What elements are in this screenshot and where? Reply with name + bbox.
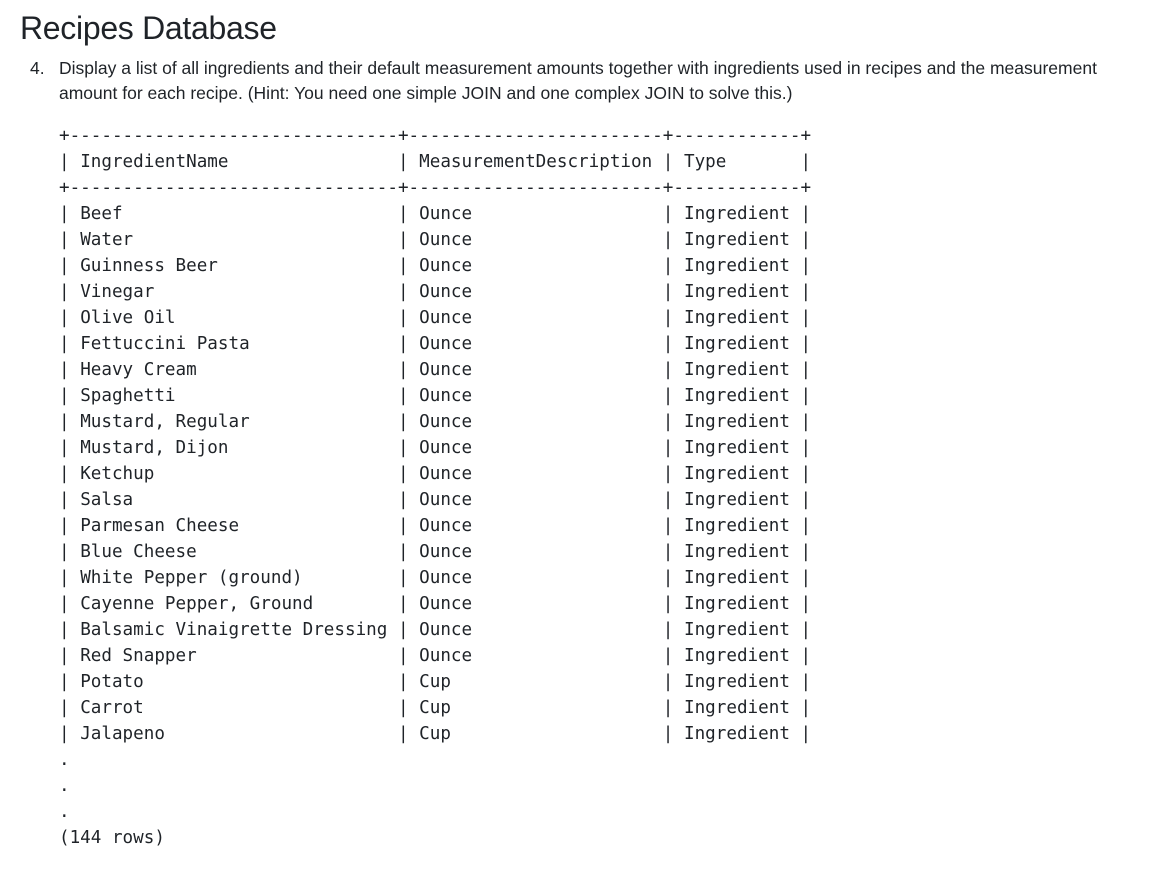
table-cell-1: Ounce: [419, 542, 653, 562]
table-row: | Red Snapper | Ounce | Ingredient |: [59, 646, 812, 666]
ellipsis-dot: .: [59, 750, 70, 770]
table-cell-2: Ingredient: [683, 594, 790, 614]
table-cell-1: Ounce: [419, 516, 653, 536]
table-cell-2: Ingredient: [683, 568, 790, 588]
table-cell-2: Ingredient: [683, 334, 790, 354]
table-cell-2: Ingredient: [683, 646, 790, 666]
table-cell-2: Ingredient: [683, 282, 790, 302]
table-cell-1: Cup: [419, 672, 653, 692]
table-cell-0: Mustard, Regular: [80, 412, 388, 432]
table-cell-1: Cup: [419, 698, 653, 718]
table-cell-0: Parmesan Cheese: [80, 516, 388, 536]
table-cell-0: Beef: [80, 204, 388, 224]
table-cell-1: Ounce: [419, 360, 653, 380]
table-cell-2: Ingredient: [683, 204, 790, 224]
table-cell-0: Carrot: [80, 698, 388, 718]
question-item: [30, 56, 1130, 106]
table-row: | Fettuccini Pasta | Ounce | Ingredient |: [59, 334, 812, 354]
table-row: | Beef | Ounce | Ingredient |: [59, 204, 812, 224]
table-cell-0: Fettuccini Pasta: [80, 334, 388, 354]
table-cell-2: Ingredient: [683, 308, 790, 328]
table-cell-1: Ounce: [419, 386, 653, 406]
table-cell-2: Ingredient: [683, 230, 790, 250]
table-cell-0: Vinegar: [80, 282, 388, 302]
table-row: | Parmesan Cheese | Ounce | Ingredient |: [59, 516, 812, 536]
sql-result-table: [59, 123, 811, 851]
table-row: | Mustard, Regular | Ounce | Ingredient |: [59, 412, 812, 432]
table-cell-1: Cup: [419, 724, 653, 744]
table-cell-1: Ounce: [419, 204, 653, 224]
table-cell-0: Spaghetti: [80, 386, 388, 406]
table-cell-1: Ounce: [419, 490, 653, 510]
table-cell-2: Ingredient: [683, 724, 790, 744]
table-cell-0: Ketchup: [80, 464, 388, 484]
table-cell-2: Ingredient: [683, 672, 790, 692]
table-row: | Guinness Beer | Ounce | Ingredient |: [59, 256, 812, 276]
table-row: | Cayenne Pepper, Ground | Ounce | Ingredient |: [59, 594, 812, 614]
table-row: | Ketchup | Ounce | Ingredient |: [59, 464, 812, 484]
table-cell-2: Ingredient: [683, 490, 790, 510]
ellipsis-dot: .: [59, 776, 70, 796]
table-cell-1: Ounce: [419, 256, 653, 276]
table-cell-2: Ingredient: [683, 464, 790, 484]
table-cell-2: Ingredient: [683, 698, 790, 718]
table-cell-0: Balsamic Vinaigrette Dressing: [80, 620, 388, 640]
table-row: | Water | Ounce | Ingredient |: [59, 230, 812, 250]
table-cell-0: White Pepper (ground): [80, 568, 388, 588]
table-cell-1: Ounce: [419, 282, 653, 302]
column-header-2: Type: [683, 152, 790, 172]
table-row: | Balsamic Vinaigrette Dressing | Ounce | Ingredient |: [59, 620, 812, 640]
table-cell-0: Salsa: [80, 490, 388, 510]
table-cell-1: Ounce: [419, 230, 653, 250]
table-cell-1: Ounce: [419, 438, 653, 458]
ellipsis-dot: .: [59, 802, 70, 822]
table-cell-0: Guinness Beer: [80, 256, 388, 276]
table-cell-0: Cayenne Pepper, Ground: [80, 594, 388, 614]
table-cell-1: Ounce: [419, 334, 653, 354]
table-cell-0: Olive Oil: [80, 308, 388, 328]
table-row: | Mustard, Dijon | Ounce | Ingredient |: [59, 438, 812, 458]
table-row: | Carrot | Cup | Ingredient |: [59, 698, 812, 718]
table-cell-2: Ingredient: [683, 516, 790, 536]
table-row: | Heavy Cream | Ounce | Ingredient |: [59, 360, 812, 380]
table-header-row: | IngredientName | MeasurementDescription | Type |: [59, 152, 812, 172]
table-cell-2: Ingredient: [683, 360, 790, 380]
table-cell-2: Ingredient: [683, 620, 790, 640]
table-cell-2: Ingredient: [683, 256, 790, 276]
table-cell-0: Blue Cheese: [80, 542, 388, 562]
table-cell-1: Ounce: [419, 464, 653, 484]
table-border-top: +-------------------------------+------------------------+------------+: [59, 126, 812, 146]
row-count: (144 rows): [59, 828, 165, 848]
table-row: | Olive Oil | Ounce | Ingredient |: [59, 308, 812, 328]
table-cell-1: Ounce: [419, 412, 653, 432]
table-cell-1: Ounce: [419, 620, 653, 640]
table-row: | Jalapeno | Cup | Ingredient |: [59, 724, 812, 744]
table-header-separator: +-------------------------------+------------------------+------------+: [59, 178, 812, 198]
question-number: 4.: [30, 58, 45, 78]
table-cell-0: Potato: [80, 672, 388, 692]
column-header-1: MeasurementDescription: [419, 152, 653, 172]
table-cell-0: Water: [80, 230, 388, 250]
table-row: | Spaghetti | Ounce | Ingredient |: [59, 386, 812, 406]
table-cell-0: Jalapeno: [80, 724, 388, 744]
table-cell-1: Ounce: [419, 646, 653, 666]
table-cell-2: Ingredient: [683, 438, 790, 458]
table-cell-0: Red Snapper: [80, 646, 388, 666]
table-cell-2: Ingredient: [683, 542, 790, 562]
page-title: Recipes Database: [20, 10, 277, 46]
table-cell-2: Ingredient: [683, 386, 790, 406]
table-cell-2: Ingredient: [683, 412, 790, 432]
column-header-0: IngredientName: [80, 152, 388, 172]
table-cell-1: Ounce: [419, 308, 653, 328]
table-cell-1: Ounce: [419, 594, 653, 614]
question-text: Display a list of all ingredients and their default measurement amounts together with ingredients used in recipes and the measurement amount for each recipe. (Hint: You need one simple JOIN and one complex JOIN to solve this.): [59, 58, 1097, 103]
table-row: | Potato | Cup | Ingredient |: [59, 672, 812, 692]
table-row: | Salsa | Ounce | Ingredient |: [59, 490, 812, 510]
table-row: | Blue Cheese | Ounce | Ingredient |: [59, 542, 812, 562]
table-cell-1: Ounce: [419, 568, 653, 588]
table-cell-0: Mustard, Dijon: [80, 438, 388, 458]
table-cell-0: Heavy Cream: [80, 360, 388, 380]
table-row: | White Pepper (ground) | Ounce | Ingredient |: [59, 568, 812, 588]
table-row: | Vinegar | Ounce | Ingredient |: [59, 282, 812, 302]
